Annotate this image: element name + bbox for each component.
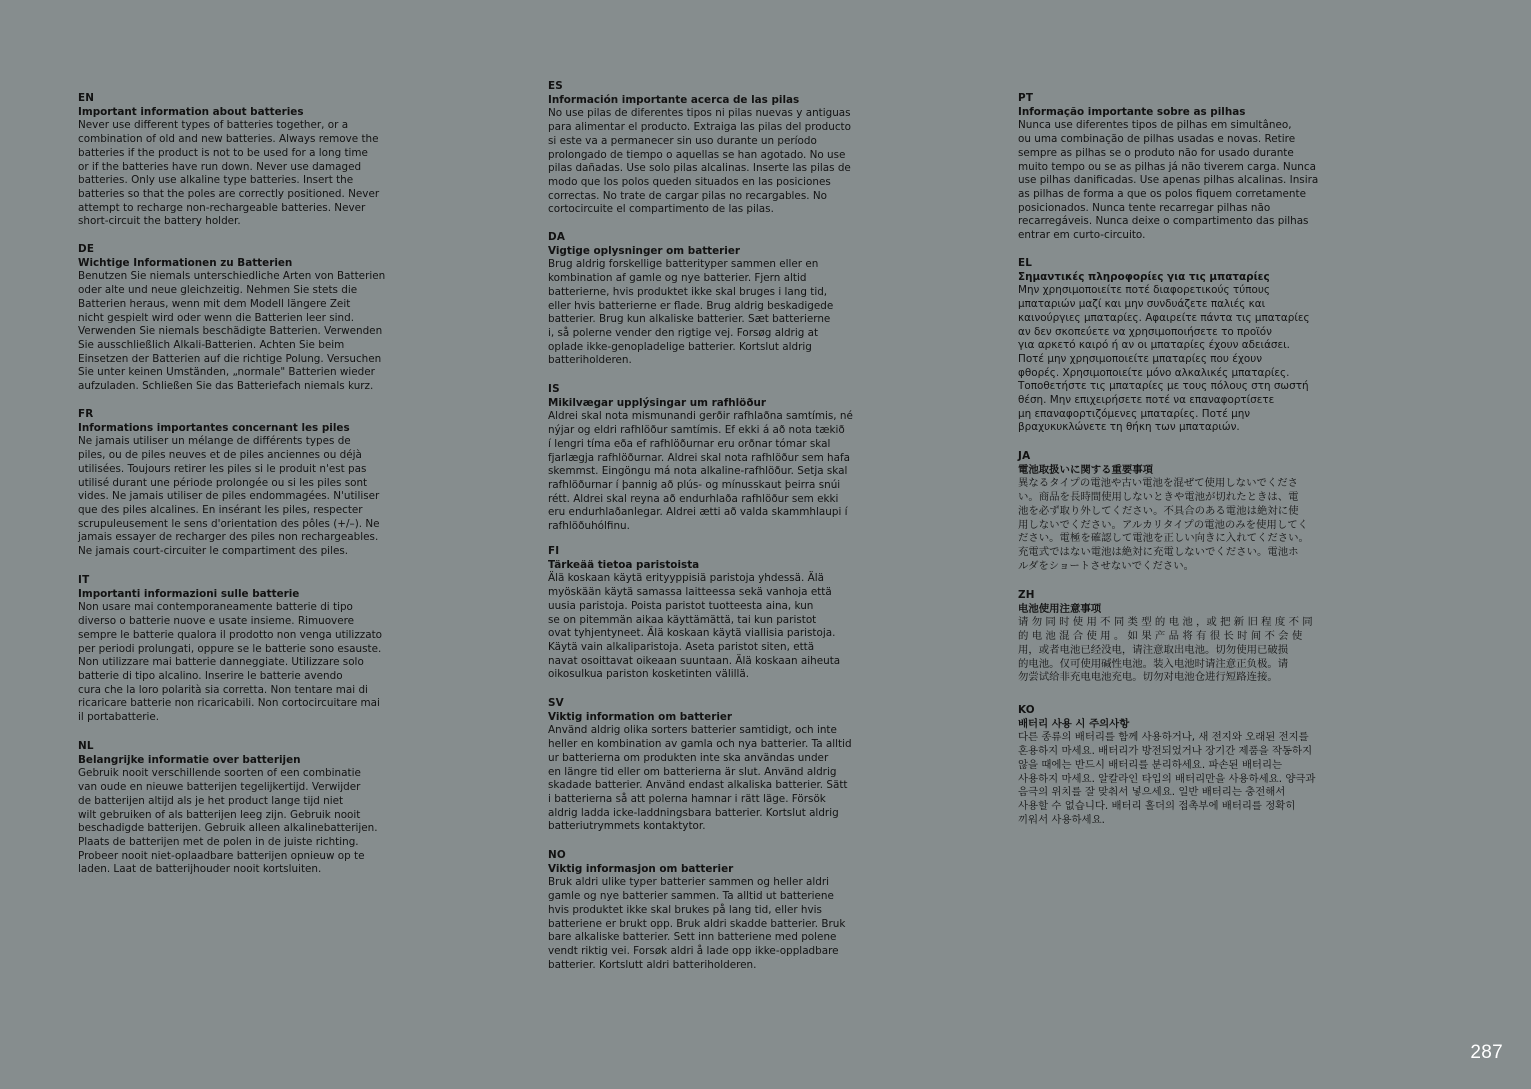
- body-line: scrupuleusement le sens d'orientation des pôles (+/–). Ne: [78, 517, 380, 530]
- body-line: sempre le batterie qualora il prodotto non venga utilizzato: [78, 628, 383, 641]
- section-fr: [78, 408, 424, 559]
- body-line: Non utilizzare mai batterie danneggiate. Utilizzare solo: [78, 656, 364, 669]
- body-line: Verwenden Sie niemals beschädigte Batterien. Verwenden: [78, 325, 383, 338]
- section-el: [1018, 257, 1364, 435]
- body-line: 的电池。仅可使用碱性电池。装入电池时请注意正负极。请: [1018, 657, 1289, 670]
- body-line: batteries. Only use alkaline type batteries. Insert the: [78, 174, 354, 187]
- body-line: oder alte und neue gleichzeitig. Nehmen Sie stets die: [78, 284, 358, 297]
- body-line: posicionados. Nunca tente recarregar pilhas não: [1018, 201, 1271, 214]
- body-line: heller en kombination av gamla och nya batterier. Ta alltid: [548, 738, 852, 751]
- body-line: 않을 때에는 반드시 배터리를 분리하세요. 파손된 배터리는: [1018, 758, 1283, 771]
- body-line: 異なるタイプの電池や古い電池を混ぜて使用しないでくださ: [1018, 477, 1299, 490]
- body-line: kombination af gamle og nye batterier. Fjern altid: [548, 272, 807, 285]
- section-title: Información importante acerca de las pilas: [548, 93, 800, 106]
- body-line: Sie unter keinen Umständen, „normale" Batterien wieder: [78, 366, 375, 379]
- body-line: myöskään käytä samassa laitteessa sekä vanhoja että: [548, 586, 832, 599]
- body-line: van oude en nieuwe batterijen tegelijkertijd. Verwijder: [78, 781, 361, 794]
- body-line: βραχυκυκλώνετε τη θήκη των μπαταριών.: [1018, 421, 1240, 434]
- body-line: oplade ikke-genopladelige batterier. Kortslut aldrig: [548, 340, 812, 353]
- body-line: No use pilas de diferentes tipos ni pilas nuevas y antiguas: [548, 107, 851, 120]
- body-line: que des piles alcalines. En insérant les piles, respecter: [78, 503, 363, 516]
- section-title: Important information about batteries: [78, 105, 304, 118]
- body-line: rétt. Aldrei skal reyna að endurhlaða rafhlöður sem ekki: [548, 492, 839, 505]
- body-line: cortocircuite el compartimento de las pilas.: [548, 203, 774, 216]
- body-line: short-circuit the battery holder.: [78, 215, 241, 228]
- section-title: 배터리 사용 시 주의사항: [1018, 717, 1130, 730]
- body-line: batteries if the product is not to be used for a long time: [78, 146, 368, 159]
- body-line: 用，或者电池已经没电，请注意取出电池。切勿使用已破损: [1018, 643, 1289, 656]
- body-line: hvis produktet ikke skal brukes på lang tid, eller hvis: [548, 903, 822, 916]
- section-sv: [548, 697, 898, 834]
- body-line: batteriholderen.: [548, 354, 632, 367]
- language-code: JA: [1018, 450, 1031, 462]
- body-line: μη επαναφορτιζόμενες μπαταρίες. Ποτέ μην: [1018, 407, 1251, 420]
- section-fi: [548, 545, 898, 682]
- body-line: muito tempo ou se as pilhas já não tiverem carga. Nunca: [1018, 160, 1316, 173]
- body-line: Använd aldrig olika sorters batterier samtidigt, och inte: [548, 724, 837, 737]
- body-line: il portabatterie.: [78, 711, 160, 724]
- body-line: ur batterierna om produkten inte ska användas under: [548, 751, 829, 764]
- body-line: rafhlöðuhólfinu.: [548, 520, 630, 533]
- section-de: [78, 243, 424, 394]
- body-line: i batterierna så att polerna hamnar i rätt läge. Försök: [548, 792, 826, 805]
- body-line: Μην χρησιμοποιείτε ποτέ διαφορετικούς τύπους: [1018, 284, 1270, 297]
- body-line: Sie ausschließlich Alkali-Batterien. Achten Sie beim: [78, 338, 345, 351]
- section-title: Tärkeää tietoa paristoista: [548, 558, 700, 571]
- body-line: Τοποθετήστε τις μπαταρίες με τους πόλους στη σωστή: [1018, 380, 1309, 393]
- body-line: ricaricare batterie non ricaricabili. Non cortocircuitare mai: [78, 697, 380, 710]
- section-title: Σημαντικές πληροφορίες για τις μπαταρίες: [1018, 270, 1270, 283]
- body-line: Probeer nooit niet-oplaadbare batterijen opnieuw op te: [78, 849, 365, 862]
- language-code: IS: [548, 383, 560, 395]
- body-line: cura che la loro polarità sia corretta. Non tentare mai di: [78, 683, 368, 696]
- body-line: laden. Laat de batterijhouder nooit kortsluiten.: [78, 863, 322, 876]
- section-title: Informação importante sobre as pilhas: [1018, 105, 1246, 118]
- body-line: Batterien heraus, wenn mit dem Modell längere Zeit: [78, 297, 351, 310]
- section-no: [548, 849, 898, 972]
- body-line: καινούργιες μπαταρίες. Αφαιρείτε πάντα τις μπαταρίες: [1018, 311, 1310, 324]
- body-line: attempt to recharge non-rechargeable batteries. Never: [78, 201, 366, 214]
- body-line: ルダをショートさせないでください。: [1018, 559, 1195, 572]
- section-title: Vigtige oplysninger om batterier: [548, 244, 741, 257]
- body-line: batteriutrymmets kontaktytor.: [548, 820, 706, 833]
- body-line: φθορές. Χρησιμοποιείτε μόνο αλκαλικές μπαταρίες.: [1018, 366, 1290, 379]
- section-title: Importanti informazioni sulle batterie: [78, 587, 300, 600]
- body-line: 用しないでください。アルカリタイプの電池のみを使用してく: [1018, 518, 1308, 531]
- body-line: nýjar og eldri rafhlöður samtímis. Ef ekki á að nota tækið: [548, 424, 845, 437]
- language-code: NL: [78, 740, 94, 752]
- section-title: 电池使用注意事项: [1018, 602, 1102, 615]
- body-line: piles, ou de piles neuves et de piles anciennes ou déjà: [78, 449, 362, 462]
- body-line: sempre as pilhas se o produto não for usado durante: [1018, 146, 1294, 159]
- body-line: Ne jamais court-circuiter le compartiment des piles.: [78, 545, 349, 558]
- body-line: vides. Ne jamais utiliser de piles endommagées. N'utiliser: [78, 490, 380, 503]
- language-code: EL: [1018, 257, 1033, 269]
- body-line: ovat tyhjentyneet. Älä koskaan käytä viallisia paristoja.: [548, 627, 836, 640]
- body-line: για αρκετό καιρό ή αν οι μπαταρίες έχουν αδειάσει.: [1018, 339, 1290, 352]
- language-code: FI: [548, 545, 560, 557]
- body-line: prolongado de tiempo o aquellas se han agotado. No use: [548, 148, 846, 161]
- language-code: KO: [1018, 704, 1035, 716]
- body-line: ou uma combinação de pilhas usadas e novas. Retire: [1018, 133, 1296, 146]
- body-line: batteriene er brukt opp. Bruk aldri skadde batterier. Bruk: [548, 917, 846, 930]
- section-ja: [1018, 450, 1364, 573]
- body-line: 勿尝试给非充电电池充电。切勿对电池仓进行短路连接。: [1018, 671, 1278, 684]
- body-line: í lengri tíma eða ef rafhlöðurnar eru orðnar tómar skal: [548, 437, 831, 450]
- body-line: i, så polerne vender den rigtige vej. Forsøg aldrig at: [548, 326, 819, 339]
- body-line: bare alkaliske batterier. Sett inn batteriene med polene: [548, 931, 837, 944]
- body-line: recarregáveis. Nunca deixe o compartimento das pilhas: [1018, 215, 1309, 228]
- body-line: ださい。電極を確認して電池を正しい向きに入れてください。: [1018, 532, 1309, 545]
- body-line: 请 勿 同 时 使 用 不 同 类 型 的 电 池 ，或 把 新 旧 程 度 不 同: [1018, 616, 1313, 629]
- body-line: 的 电 池 混 合 使 用 。 如 果 产 品 将 有 很 长 时 间 不 会 使: [1018, 630, 1303, 643]
- section-ko: [1018, 704, 1364, 827]
- body-line: Käytä vain alkaliparistoja. Aseta paristot siten, että: [548, 640, 815, 653]
- language-code: DE: [78, 243, 95, 255]
- body-line: diverso o batterie nuove e usate insieme. Rimuovere: [78, 615, 355, 628]
- body-line: per periodi prolungati, oppure se le batterie sono esauste.: [78, 642, 382, 655]
- body-line: si este va a permanecer sin uso durante un período: [548, 134, 817, 147]
- body-line: wilt gebruiken of als batterijen leeg zijn. Gebruik nooit: [78, 808, 361, 821]
- body-line: skemmst. Eingöngu má nota alkaline-rafhlöður. Setja skal: [548, 465, 848, 478]
- body-line: as pilhas de forma a que os polos fiquem corretamente: [1018, 187, 1306, 200]
- section-zh: [1018, 589, 1364, 685]
- language-code: SV: [548, 697, 564, 709]
- section-title: Mikilvægar upplýsingar um rafhlöður: [548, 396, 766, 409]
- body-line: beschadigde batterijen. Gebruik alleen alkalinebatterijen.: [78, 822, 378, 835]
- body-line: い。商品を長時間使用しないときや電池が切れたときは、電: [1018, 491, 1299, 504]
- body-line: 사용하지 마세요. 알칼라인 타입의 배터리만을 사용하세요. 양극과: [1018, 772, 1316, 785]
- body-line: rafhlöðurnar í þannig að plús- og mínusskaut þeirra snúi: [548, 478, 841, 491]
- section-en: [78, 92, 424, 229]
- body-line: en längre tid eller om batterierna är slut. Använd aldrig: [548, 765, 837, 778]
- body-line: Älä koskaan käytä erityyppisiä paristoja yhdessä. Älä: [548, 572, 825, 585]
- body-line: Benutzen Sie niemals unterschiedliche Arten von Batterien: [78, 270, 386, 283]
- body-line: 池を必ず取り外してください。不具合のある電池は絶対に使: [1018, 504, 1299, 517]
- body-line: Brug aldrig forskellige batterityper sammen eller en: [548, 258, 819, 271]
- body-line: pilas dañadas. Use solo pilas alcalinas. Inserte las pilas de: [548, 162, 851, 175]
- body-line: Bruk aldri ulike typer batterier sammen og heller aldri: [548, 876, 830, 889]
- body-line: θέση. Μην επιχειρήσετε ποτέ να επαναφορτίσετε: [1018, 394, 1275, 407]
- section-nl: [78, 740, 424, 877]
- body-line: μπαταριών μαζί και μην συνδυάζετε παλιές και: [1018, 298, 1266, 311]
- body-line: or if the batteries have run down. Never use damaged: [78, 160, 362, 173]
- body-line: batteries so that the poles are correctly positioned. Never: [78, 187, 380, 200]
- body-line: oikosulkua pariston kosketinten välillä.: [548, 668, 750, 681]
- section-es: [548, 80, 898, 217]
- section-title: Viktig information om batterier: [548, 710, 733, 723]
- language-code: EN: [78, 92, 95, 104]
- body-line: vendt riktig vei. Forsøk aldri å lade opp ikke-oppladbare: [548, 944, 839, 957]
- body-line: skadade batterier. Använd endast alkaliska batterier. Sätt: [548, 779, 848, 792]
- body-line: aldrig ladda icke-laddningsbara batterier. Kortslut aldrig: [548, 806, 839, 819]
- section-title: Belangrijke informatie over batterijen: [78, 753, 301, 766]
- body-line: utilisé durant une période prolongée ou si les piles sont: [78, 476, 368, 489]
- body-line: Aldrei skal nota mismunandi gerðir rafhlaðna samtímis, né: [548, 410, 853, 423]
- body-line: 음극의 위치를 잘 맞춰서 넣으세요. 일반 배터리는 충전해서: [1018, 786, 1286, 799]
- body-line: Ποτέ μην χρησιμοποιείτε μπαταρίες που έχουν: [1018, 352, 1263, 365]
- section-title: 電池取扱いに関する重要事項: [1018, 463, 1154, 476]
- body-line: use pilhas danificadas. Use apenas pilhas alcalinas. Insira: [1018, 174, 1319, 187]
- body-line: Never use different types of batteries together, or a: [78, 119, 349, 132]
- body-line: batterie di tipo alcalino. Inserire le batterie avendo: [78, 669, 343, 682]
- body-line: combination of old and new batteries. Always remove the: [78, 133, 379, 146]
- page-number: 287: [1470, 1042, 1503, 1063]
- body-line: correctas. No trate de cargar pilas no recargables. No: [548, 189, 827, 202]
- body-line: nicht gespielt wird oder wenn die Batterien leer sind.: [78, 311, 355, 324]
- section-pt: [1018, 92, 1364, 243]
- body-line: jamais essayer de recharger des piles non rechargeables.: [78, 531, 379, 544]
- body-line: Einsetzen der Batterien auf die richtige Polung. Versuchen: [78, 352, 382, 365]
- body-line: entrar em curto-circuito.: [1018, 229, 1146, 242]
- section-it: [78, 574, 424, 725]
- language-code: PT: [1018, 92, 1034, 104]
- body-line: fjarlægja rafhlöðurnar. Aldrei skal nota rafhlöður sem hafa: [548, 451, 851, 464]
- language-code: NO: [548, 849, 566, 861]
- section-title: Wichtige Informationen zu Batterien: [78, 256, 293, 269]
- language-code: DA: [548, 231, 566, 243]
- body-line: uusia paristoja. Poista paristot tuotteesta aina, kun: [548, 599, 814, 612]
- body-line: Nunca use diferentes tipos de pilhas em simultâneo,: [1018, 119, 1292, 132]
- body-line: 充電式ではない電池は絶対に充電しないでください。電池ホ: [1018, 545, 1299, 558]
- body-line: 끼워서 사용하세요.: [1018, 813, 1105, 826]
- section-is: [548, 383, 898, 534]
- language-code: ES: [548, 80, 563, 92]
- body-line: eller hvis batterierne er flade. Brug aldrig beskadigede: [548, 299, 834, 312]
- body-line: para alimentar el producto. Extraiga las pilas del producto: [548, 121, 851, 134]
- section-title: Viktig informasjon om batterier: [548, 862, 734, 875]
- body-line: navat osoittavat oikeaan suuntaan. Älä koskaan aiheuta: [548, 654, 841, 667]
- body-line: utilisées. Toujours retirer les piles si le produit n'est pas: [78, 462, 367, 475]
- body-line: Gebruik nooit verschillende soorten of een combinatie: [78, 767, 361, 780]
- body-line: Non usare mai contemporaneamente batterie di tipo: [78, 601, 353, 614]
- body-line: eru endurhlaðanlegar. Aldrei ætti að valda skammhlaupi í: [548, 506, 848, 519]
- body-line: αν δεν σκοπεύετε να χρησιμοποιήσετε το προϊόν: [1018, 325, 1272, 338]
- language-code: IT: [78, 574, 90, 586]
- body-line: aufzuladen. Schließen Sie das Batteriefach niemals kurz.: [78, 380, 374, 393]
- body-line: se on pitemmän aikaa käyttämättä, tai kun paristot: [548, 613, 817, 626]
- body-line: batterier. Kortslutt aldri batteriholderen.: [548, 958, 757, 971]
- body-line: gamle og nye batterier sammen. Ta alltid ut batteriene: [548, 890, 834, 903]
- body-line: batterierne, hvis produktet ikke skal bruges i lang tid,: [548, 285, 828, 298]
- body-line: Ne jamais utiliser un mélange de différents types de: [78, 435, 351, 448]
- section-title: Informations importantes concernant les piles: [78, 421, 350, 434]
- body-line: batterier. Brug kun alkaliske batterier. Sæt batterierne: [548, 313, 831, 326]
- section-da: [548, 231, 898, 368]
- language-code: ZH: [1018, 589, 1035, 601]
- language-code: FR: [78, 408, 94, 420]
- body-line: 다른 종류의 배터리를 함께 사용하거나, 새 전지와 오래된 전지를: [1018, 731, 1309, 744]
- body-line: modo que los polos queden situados en las posiciones: [548, 175, 831, 188]
- body-line: 혼용하지 마세요. 배터리가 방전되었거나 장기간 제품을 작동하지: [1018, 745, 1313, 758]
- body-line: 사용할 수 없습니다. 배터리 홀더의 접촉부에 배터리를 정확히: [1018, 799, 1296, 812]
- body-line: Plaats de batterijen met de polen in de juiste richting.: [78, 835, 359, 848]
- body-line: de batterijen altijd als je het product lange tijd niet: [78, 794, 344, 807]
